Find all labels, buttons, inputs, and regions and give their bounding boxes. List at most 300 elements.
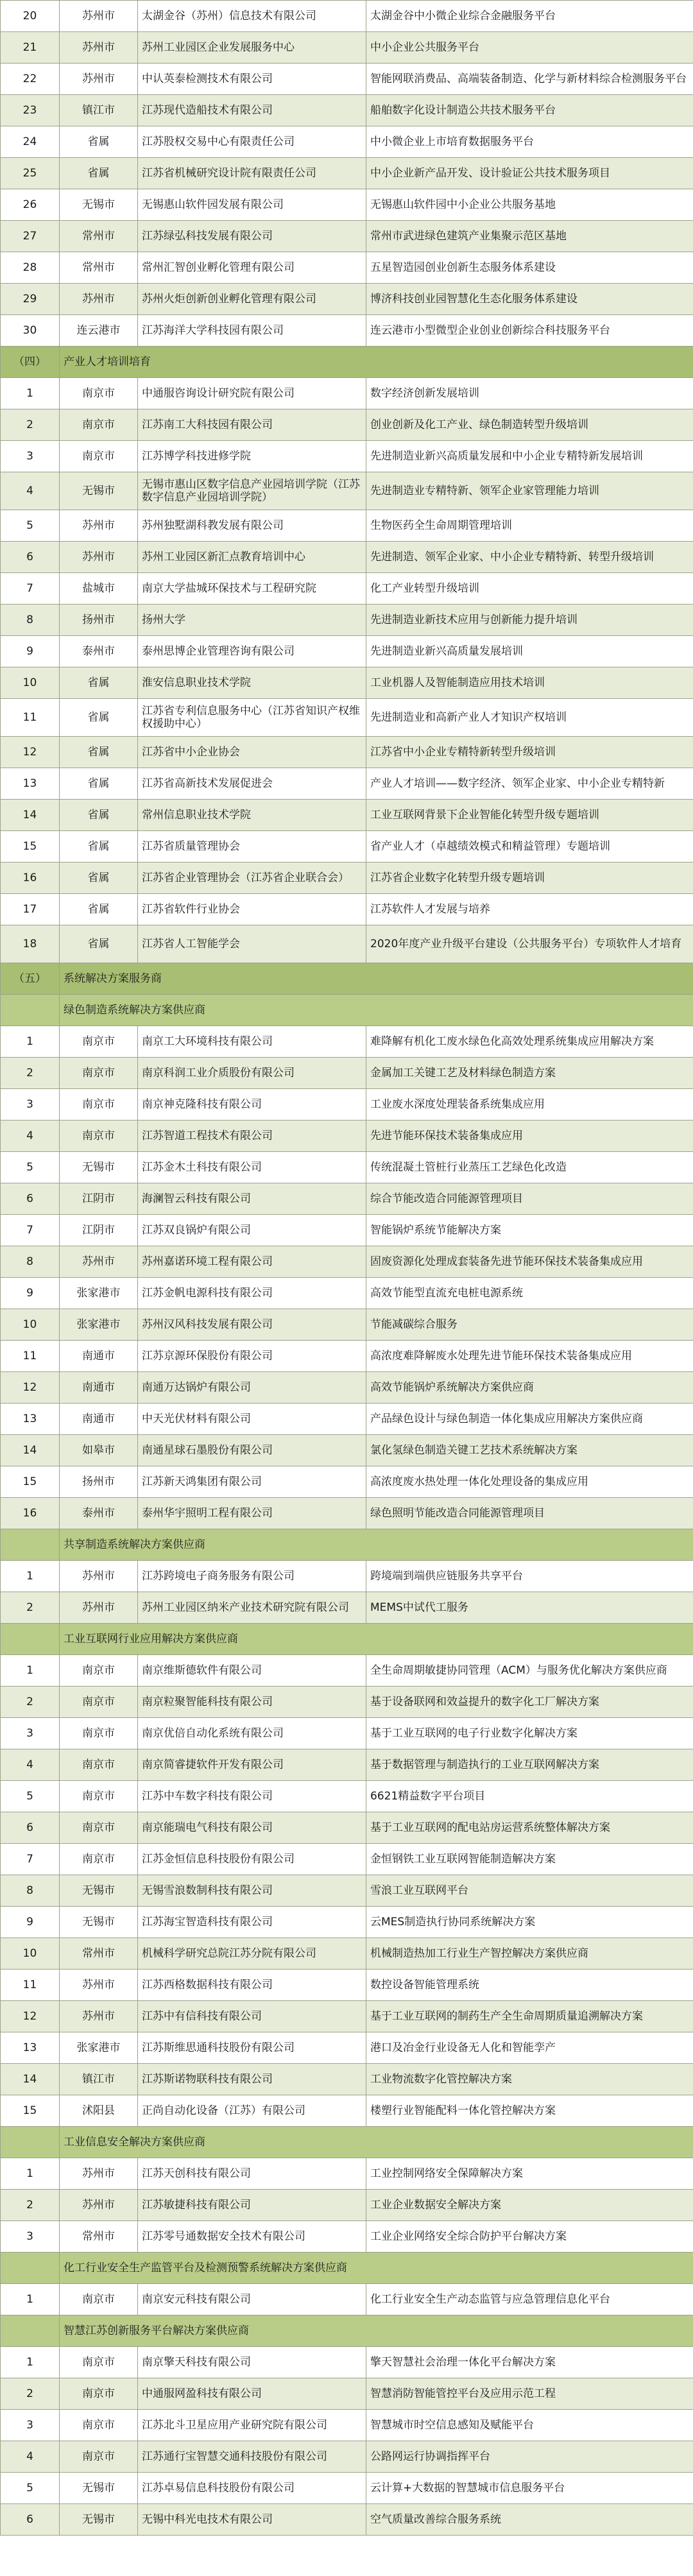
row-organization: 江苏现代造船技术有限公司 bbox=[138, 95, 366, 126]
row-organization: 正尚自动化设备（江苏）有限公司 bbox=[138, 2095, 366, 2127]
row-organization: 江苏智道工程技术有限公司 bbox=[138, 1121, 366, 1152]
row-number: 7 bbox=[1, 1215, 60, 1246]
table-row bbox=[1, 737, 693, 768]
row-city: 苏州市 bbox=[60, 32, 138, 64]
table-row bbox=[1, 378, 693, 409]
section-header-row bbox=[1, 347, 693, 378]
row-organization: 江苏京源环保股份有限公司 bbox=[138, 1341, 366, 1372]
row-number: 5 bbox=[1, 1152, 60, 1183]
table-row bbox=[1, 1404, 693, 1435]
row-city: 镇江市 bbox=[60, 95, 138, 126]
subsection-spacer bbox=[1, 1529, 60, 1561]
subsection-spacer bbox=[1, 2253, 60, 2284]
row-organization: 苏州工业园区新汇点教育培训中心 bbox=[138, 542, 366, 573]
row-city: 泰州市 bbox=[60, 636, 138, 667]
row-number: 20 bbox=[1, 1, 60, 32]
table-row bbox=[1, 472, 693, 510]
row-number: 8 bbox=[1, 1875, 60, 1907]
row-city: 省属 bbox=[60, 831, 138, 863]
row-number: 14 bbox=[1, 2064, 60, 2095]
section-title: 产业人才培训培育 bbox=[60, 347, 693, 378]
row-number: 24 bbox=[1, 126, 60, 158]
row-project: 难降解有机化工废水绿色化高效处理系统集成应用解决方案 bbox=[366, 1026, 693, 1058]
row-city: 南京市 bbox=[60, 2441, 138, 2473]
row-city: 苏州市 bbox=[60, 2190, 138, 2221]
table-row bbox=[1, 2441, 693, 2473]
row-number: 7 bbox=[1, 1844, 60, 1875]
row-city: 苏州市 bbox=[60, 2001, 138, 2032]
table-row bbox=[1, 189, 693, 221]
row-project: 先进节能环保技术装备集成应用 bbox=[366, 1121, 693, 1152]
table-row bbox=[1, 1875, 693, 1907]
row-number: 22 bbox=[1, 64, 60, 95]
subsection-spacer bbox=[1, 1624, 60, 1655]
table-row bbox=[1, 2064, 693, 2095]
table-row bbox=[1, 2347, 693, 2378]
subsection-header-row bbox=[1, 2127, 693, 2158]
row-project: 氯化氢绿色制造关键工艺技术系统解决方案 bbox=[366, 1435, 693, 1466]
row-number: 2 bbox=[1, 2190, 60, 2221]
row-city: 张家港市 bbox=[60, 2032, 138, 2064]
table-row bbox=[1, 636, 693, 667]
table-row bbox=[1, 1466, 693, 1498]
row-organization: 南京粒聚智能科技有限公司 bbox=[138, 1687, 366, 1718]
row-city: 苏州市 bbox=[60, 1246, 138, 1278]
table-row bbox=[1, 32, 693, 64]
row-number: 6 bbox=[1, 1183, 60, 1215]
row-organization: 南京安元科技有限公司 bbox=[138, 2284, 366, 2315]
row-project: 数字经济创新发展培训 bbox=[366, 378, 693, 409]
row-project: 公路网运行协调指挥平台 bbox=[366, 2441, 693, 2473]
row-project: 工业企业网络安全综合防护平台解决方案 bbox=[366, 2221, 693, 2253]
row-number: 27 bbox=[1, 221, 60, 252]
row-city: 南京市 bbox=[60, 1089, 138, 1121]
row-project: 船舶数字化设计制造公共技术服务平台 bbox=[366, 95, 693, 126]
row-number: 17 bbox=[1, 894, 60, 925]
row-project: 生物医药全生命周期管理培训 bbox=[366, 510, 693, 542]
row-city: 南京市 bbox=[60, 1749, 138, 1781]
table-row bbox=[1, 2410, 693, 2441]
row-number: 12 bbox=[1, 2001, 60, 2032]
table-row bbox=[1, 2158, 693, 2190]
row-project: 跨境端到端供应链服务共享平台 bbox=[366, 1561, 693, 1592]
table-row bbox=[1, 1592, 693, 1624]
row-project: 6621精益数字平台项目 bbox=[366, 1781, 693, 1812]
row-city: 苏州市 bbox=[60, 284, 138, 315]
row-organization: 江苏金恒信息科技股份有限公司 bbox=[138, 1844, 366, 1875]
row-organization: 常州信息职业技术学院 bbox=[138, 800, 366, 831]
row-city: 省属 bbox=[60, 737, 138, 768]
row-number: 10 bbox=[1, 667, 60, 699]
row-city: 省属 bbox=[60, 667, 138, 699]
row-project: 智慧城市时空信息感知及赋能平台 bbox=[366, 2410, 693, 2441]
row-city: 扬州市 bbox=[60, 605, 138, 636]
row-project: 云计算+大数据的智慧城市信息服务平台 bbox=[366, 2473, 693, 2504]
row-city: 南京市 bbox=[60, 1058, 138, 1089]
table-row bbox=[1, 252, 693, 284]
row-organization: 机械科学研究总院江苏分院有限公司 bbox=[138, 1938, 366, 1970]
table-row bbox=[1, 2001, 693, 2032]
row-city: 苏州市 bbox=[60, 2158, 138, 2190]
row-project: 江苏软件人才发展与培养 bbox=[366, 894, 693, 925]
table-row bbox=[1, 1970, 693, 2001]
row-city: 苏州市 bbox=[60, 542, 138, 573]
row-number: 8 bbox=[1, 1246, 60, 1278]
row-organization: 江苏零号通数据安全技术有限公司 bbox=[138, 2221, 366, 2253]
row-organization: 南京工大环境科技有限公司 bbox=[138, 1026, 366, 1058]
row-project: 基于数据管理与制造执行的工业互联网解决方案 bbox=[366, 1749, 693, 1781]
row-organization: 江苏中有信科技有限公司 bbox=[138, 2001, 366, 2032]
row-project: 太湖金谷中小微企业综合金融服务平台 bbox=[366, 1, 693, 32]
row-number: 1 bbox=[1, 1561, 60, 1592]
row-organization: 江苏新天鸿集团有限公司 bbox=[138, 1466, 366, 1498]
row-city: 常州市 bbox=[60, 1938, 138, 1970]
row-organization: 无锡中科光电技术有限公司 bbox=[138, 2504, 366, 2536]
row-city: 南京市 bbox=[60, 1655, 138, 1687]
table-row bbox=[1, 2504, 693, 2536]
row-number: 4 bbox=[1, 1121, 60, 1152]
table-row bbox=[1, 1215, 693, 1246]
table-row bbox=[1, 2473, 693, 2504]
row-city: 南京市 bbox=[60, 1121, 138, 1152]
row-city: 南通市 bbox=[60, 1404, 138, 1435]
row-number: 30 bbox=[1, 315, 60, 347]
table-row bbox=[1, 768, 693, 800]
row-city: 南京市 bbox=[60, 2347, 138, 2378]
table-row bbox=[1, 1907, 693, 1938]
table-row bbox=[1, 409, 693, 441]
table-row bbox=[1, 1561, 693, 1592]
row-organization: 淮安信息职业技术学院 bbox=[138, 667, 366, 699]
row-project: 工业机器人及智能制造应用技术培训 bbox=[366, 667, 693, 699]
table-row bbox=[1, 1121, 693, 1152]
table-row bbox=[1, 1058, 693, 1089]
table-row bbox=[1, 1, 693, 32]
row-organization: 无锡惠山软件园发展有限公司 bbox=[138, 189, 366, 221]
row-project: 中小企业公共服务平台 bbox=[366, 32, 693, 64]
row-project: 连云港市小型微型企业创业创新综合科技服务平台 bbox=[366, 315, 693, 347]
row-project: 基于工业互联网的电子行业数字化解决方案 bbox=[366, 1718, 693, 1749]
row-number: 2 bbox=[1, 1687, 60, 1718]
row-organization: 江苏股权交易中心有限责任公司 bbox=[138, 126, 366, 158]
table-row bbox=[1, 1089, 693, 1121]
row-organization: 江苏海宝智造科技有限公司 bbox=[138, 1907, 366, 1938]
subsection-title: 化工行业安全生产监管平台及检测预警系统解决方案供应商 bbox=[60, 2253, 693, 2284]
row-number: 2 bbox=[1, 1058, 60, 1089]
row-number: 12 bbox=[1, 737, 60, 768]
row-city: 沭阳县 bbox=[60, 2095, 138, 2127]
row-city: 无锡市 bbox=[60, 2504, 138, 2536]
row-organization: 南通万达锅炉有限公司 bbox=[138, 1372, 366, 1404]
row-organization: 中天光伏材料有限公司 bbox=[138, 1404, 366, 1435]
row-number: 29 bbox=[1, 284, 60, 315]
row-organization: 江苏通行宝智慧交通科技股份有限公司 bbox=[138, 2441, 366, 2473]
row-city: 常州市 bbox=[60, 2221, 138, 2253]
row-organization: 江苏博学科技进修学院 bbox=[138, 441, 366, 472]
row-city: 苏州市 bbox=[60, 64, 138, 95]
table-row bbox=[1, 667, 693, 699]
row-project: 中小微企业上市培育数据服务平台 bbox=[366, 126, 693, 158]
row-city: 泰州市 bbox=[60, 1498, 138, 1529]
row-project: 先进制造业专精特新、领军企业家管理能力培训 bbox=[366, 472, 693, 510]
table-row bbox=[1, 1183, 693, 1215]
row-project: 中小企业新产品开发、设计验证公共技术服务项目 bbox=[366, 158, 693, 189]
row-number: 3 bbox=[1, 1089, 60, 1121]
row-city: 省属 bbox=[60, 699, 138, 737]
table-row bbox=[1, 1435, 693, 1466]
row-organization: 江苏北斗卫星应用产业研究院有限公司 bbox=[138, 2410, 366, 2441]
row-number: 9 bbox=[1, 1907, 60, 1938]
row-number: 16 bbox=[1, 863, 60, 894]
row-number: 1 bbox=[1, 2347, 60, 2378]
row-number: 28 bbox=[1, 252, 60, 284]
row-number: 12 bbox=[1, 1372, 60, 1404]
row-organization: 常州汇智创业孵化管理有限公司 bbox=[138, 252, 366, 284]
row-city: 南京市 bbox=[60, 1026, 138, 1058]
row-number: 23 bbox=[1, 95, 60, 126]
row-number: 15 bbox=[1, 831, 60, 863]
row-number: 13 bbox=[1, 1404, 60, 1435]
row-project: MEMS中试代工服务 bbox=[366, 1592, 693, 1624]
row-city: 苏州市 bbox=[60, 1, 138, 32]
row-number: 13 bbox=[1, 2032, 60, 2064]
row-number: 4 bbox=[1, 1749, 60, 1781]
row-city: 南京市 bbox=[60, 2284, 138, 2315]
row-project: 固废资源化处理成套装备先进节能环保技术装备集成应用 bbox=[366, 1246, 693, 1278]
row-project: 高效节能锅炉系统解决方案供应商 bbox=[366, 1372, 693, 1404]
row-number: 8 bbox=[1, 605, 60, 636]
row-city: 无锡市 bbox=[60, 2473, 138, 2504]
row-number: 11 bbox=[1, 699, 60, 737]
table-row bbox=[1, 315, 693, 347]
row-organization: 中通服网盈科技有限公司 bbox=[138, 2378, 366, 2410]
row-project: 绿色照明节能改造合同能源管理项目 bbox=[366, 1498, 693, 1529]
table-row bbox=[1, 542, 693, 573]
row-city: 省属 bbox=[60, 925, 138, 963]
row-number: 9 bbox=[1, 636, 60, 667]
row-city: 江阴市 bbox=[60, 1183, 138, 1215]
table-row bbox=[1, 2284, 693, 2315]
row-organization: 江苏南工大科技园有限公司 bbox=[138, 409, 366, 441]
row-project: 基于工业互联网的制药生产全生命周期质量追溯解决方案 bbox=[366, 2001, 693, 2032]
row-organization: 江苏双良锅炉有限公司 bbox=[138, 1215, 366, 1246]
row-number: 10 bbox=[1, 1309, 60, 1341]
row-city: 苏州市 bbox=[60, 510, 138, 542]
row-organization: 江苏天创科技有限公司 bbox=[138, 2158, 366, 2190]
row-project: 智慧消防智能管控平台及应用示范工程 bbox=[366, 2378, 693, 2410]
row-city: 南京市 bbox=[60, 1781, 138, 1812]
table-row bbox=[1, 800, 693, 831]
table-row bbox=[1, 1246, 693, 1278]
table-row bbox=[1, 1341, 693, 1372]
row-city: 连云港市 bbox=[60, 315, 138, 347]
row-city: 省属 bbox=[60, 800, 138, 831]
section-title: 系统解决方案服务商 bbox=[60, 963, 693, 995]
row-project: 先进制造业新技术应用与创新能力提升培训 bbox=[366, 605, 693, 636]
row-city: 南京市 bbox=[60, 441, 138, 472]
row-organization: 苏州工业园区纳米产业技术研究院有限公司 bbox=[138, 1592, 366, 1624]
row-project: 产业人才培训——数字经济、领军企业家、中小企业专精特新 bbox=[366, 768, 693, 800]
row-project: 机械制造热加工行业生产智控解决方案供应商 bbox=[366, 1938, 693, 1970]
row-project: 高浓度废水热处理一体化处理设备的集成应用 bbox=[366, 1466, 693, 1498]
row-project: 智能锅炉系统节能解决方案 bbox=[366, 1215, 693, 1246]
subsection-title: 共享制造系统解决方案供应商 bbox=[60, 1529, 693, 1561]
row-organization: 江苏金木土科技有限公司 bbox=[138, 1152, 366, 1183]
row-project: 2020年度产业升级平台建设（公共服务平台）专项软件人才培育 bbox=[366, 925, 693, 963]
row-organization: 南京优倍自动化系统有限公司 bbox=[138, 1718, 366, 1749]
row-project: 化工行业安全生产动态监管与应急管理信息化平台 bbox=[366, 2284, 693, 2315]
row-city: 南京市 bbox=[60, 1687, 138, 1718]
table-row bbox=[1, 1026, 693, 1058]
row-number: 2 bbox=[1, 2378, 60, 2410]
row-project: 创业创新及化工产业、绿色制造转型升级培训 bbox=[366, 409, 693, 441]
row-project: 江苏省中小企业专精特新转型升级培训 bbox=[366, 737, 693, 768]
row-number: 6 bbox=[1, 1812, 60, 1844]
row-number: 14 bbox=[1, 1435, 60, 1466]
row-organization: 无锡市惠山区数字信息产业园培训学院（江苏数字信息产业园培训学院） bbox=[138, 472, 366, 510]
row-number: 4 bbox=[1, 472, 60, 510]
row-organization: 扬州大学 bbox=[138, 605, 366, 636]
row-city: 省属 bbox=[60, 158, 138, 189]
table-row bbox=[1, 1687, 693, 1718]
row-city: 常州市 bbox=[60, 221, 138, 252]
row-organization: 无锡雪浪数制科技有限公司 bbox=[138, 1875, 366, 1907]
row-project: 工业物流数字化管控解决方案 bbox=[366, 2064, 693, 2095]
row-number: 1 bbox=[1, 1655, 60, 1687]
row-project: 常州市武进绿色建筑产业集聚示范区基地 bbox=[366, 221, 693, 252]
row-number: 4 bbox=[1, 2441, 60, 2473]
row-number: 3 bbox=[1, 2410, 60, 2441]
section-header-row bbox=[1, 963, 693, 995]
row-organization: 江苏省人工智能学会 bbox=[138, 925, 366, 963]
row-project: 金恒钢铁工业互联网智能制造解决方案 bbox=[366, 1844, 693, 1875]
row-project: 基于工业互联网的配电站房运营系统整体解决方案 bbox=[366, 1812, 693, 1844]
row-project: 空气质量改善综合服务系统 bbox=[366, 2504, 693, 2536]
row-project: 节能减碳综合服务 bbox=[366, 1309, 693, 1341]
row-organization: 江苏金帆电源科技有限公司 bbox=[138, 1278, 366, 1309]
section-number: （四） bbox=[1, 347, 60, 378]
row-city: 江阴市 bbox=[60, 1215, 138, 1246]
row-organization: 南京维斯德软件有限公司 bbox=[138, 1655, 366, 1687]
subsection-spacer bbox=[1, 995, 60, 1026]
subsection-header-row bbox=[1, 1624, 693, 1655]
table-row bbox=[1, 1844, 693, 1875]
subsection-header-row bbox=[1, 1529, 693, 1561]
row-number: 18 bbox=[1, 925, 60, 963]
subsection-spacer bbox=[1, 2315, 60, 2347]
table-row bbox=[1, 158, 693, 189]
table-row bbox=[1, 863, 693, 894]
row-organization: 江苏中车数字科技有限公司 bbox=[138, 1781, 366, 1812]
row-project: 高浓度难降解废水处理先进节能环保技术装备集成应用 bbox=[366, 1341, 693, 1372]
row-organization: 江苏省质量管理协会 bbox=[138, 831, 366, 863]
row-organization: 苏州嘉诺环境工程有限公司 bbox=[138, 1246, 366, 1278]
row-organization: 江苏省高新技术发展促进会 bbox=[138, 768, 366, 800]
row-city: 无锡市 bbox=[60, 1907, 138, 1938]
table-row bbox=[1, 1781, 693, 1812]
row-organization: 江苏绿弘科技发展有限公司 bbox=[138, 221, 366, 252]
table-row bbox=[1, 2221, 693, 2253]
row-project: 数控设备智能管理系统 bbox=[366, 1970, 693, 2001]
row-city: 镇江市 bbox=[60, 2064, 138, 2095]
row-project: 金属加工关键工艺及材料绿色制造方案 bbox=[366, 1058, 693, 1089]
row-city: 无锡市 bbox=[60, 1152, 138, 1183]
subsection-header-row bbox=[1, 2253, 693, 2284]
row-number: 2 bbox=[1, 1592, 60, 1624]
row-number: 15 bbox=[1, 1466, 60, 1498]
subsection-title: 工业互联网行业应用解决方案供应商 bbox=[60, 1624, 693, 1655]
row-city: 南京市 bbox=[60, 1718, 138, 1749]
row-number: 26 bbox=[1, 189, 60, 221]
row-city: 常州市 bbox=[60, 252, 138, 284]
row-number: 16 bbox=[1, 1498, 60, 1529]
row-project: 五星智造园创业创新生态服务体系建设 bbox=[366, 252, 693, 284]
row-city: 南京市 bbox=[60, 2378, 138, 2410]
table-row bbox=[1, 2190, 693, 2221]
row-city: 苏州市 bbox=[60, 1970, 138, 2001]
table-row bbox=[1, 1309, 693, 1341]
row-organization: 南京科润工业介质股份有限公司 bbox=[138, 1058, 366, 1089]
row-city: 盐城市 bbox=[60, 573, 138, 605]
row-organization: 苏州汉风科技发展有限公司 bbox=[138, 1309, 366, 1341]
row-project: 先进制造业新兴高质量发展和中小企业专精特新发展培训 bbox=[366, 441, 693, 472]
row-organization: 江苏省中小企业协会 bbox=[138, 737, 366, 768]
row-organization: 泰州思博企业管理咨询有限公司 bbox=[138, 636, 366, 667]
table-row bbox=[1, 95, 693, 126]
subsection-header-row bbox=[1, 995, 693, 1026]
row-organization: 中通服咨询设计研究院有限公司 bbox=[138, 378, 366, 409]
table-row bbox=[1, 1372, 693, 1404]
section-number: （五） bbox=[1, 963, 60, 995]
row-number: 15 bbox=[1, 2095, 60, 2127]
subsection-header-row bbox=[1, 2315, 693, 2347]
table-row bbox=[1, 1278, 693, 1309]
row-city: 苏州市 bbox=[60, 1592, 138, 1624]
row-number: 7 bbox=[1, 573, 60, 605]
row-project: 工业废水深度处理装备系统集成应用 bbox=[366, 1089, 693, 1121]
row-organization: 南京简睿捷软件开发有限公司 bbox=[138, 1749, 366, 1781]
row-project: 擎天智慧社会治理一体化平台解决方案 bbox=[366, 2347, 693, 2378]
row-project: 博济科技创业园智慧化生态化服务体系建设 bbox=[366, 284, 693, 315]
table-row bbox=[1, 1812, 693, 1844]
table-row bbox=[1, 925, 693, 963]
row-project: 先进制造业新兴高质量发展培训 bbox=[366, 636, 693, 667]
row-number: 13 bbox=[1, 768, 60, 800]
row-project: 云MES制造执行协同系统解决方案 bbox=[366, 1907, 693, 1938]
table-row bbox=[1, 126, 693, 158]
row-city: 南京市 bbox=[60, 1844, 138, 1875]
row-organization: 南京大学盐城环保技术与工程研究院 bbox=[138, 573, 366, 605]
row-number: 9 bbox=[1, 1278, 60, 1309]
row-organization: 江苏省机械研究设计院有限责任公司 bbox=[138, 158, 366, 189]
row-project: 智能网联消费品、高端装备制造、化学与新材料综合检测服务平台 bbox=[366, 64, 693, 95]
row-project: 高效节能型直流充电桩电源系统 bbox=[366, 1278, 693, 1309]
table-row bbox=[1, 699, 693, 737]
row-project: 先进制造业和高新产业人才知识产权培训 bbox=[366, 699, 693, 737]
row-number: 3 bbox=[1, 441, 60, 472]
row-number: 21 bbox=[1, 32, 60, 64]
row-project: 雪浪工业互联网平台 bbox=[366, 1875, 693, 1907]
row-project: 无锡惠山软件园中小企业公共服务基地 bbox=[366, 189, 693, 221]
row-number: 6 bbox=[1, 542, 60, 573]
row-organization: 江苏跨境电子商务服务有限公司 bbox=[138, 1561, 366, 1592]
table-row bbox=[1, 831, 693, 863]
row-city: 南通市 bbox=[60, 1372, 138, 1404]
row-number: 6 bbox=[1, 2504, 60, 2536]
row-organization: 泰州华宇照明工程有限公司 bbox=[138, 1498, 366, 1529]
row-organization: 海澜智云科技有限公司 bbox=[138, 1183, 366, 1215]
row-project: 产品绿色设计与绿色制造一体化集成应用解决方案供应商 bbox=[366, 1404, 693, 1435]
